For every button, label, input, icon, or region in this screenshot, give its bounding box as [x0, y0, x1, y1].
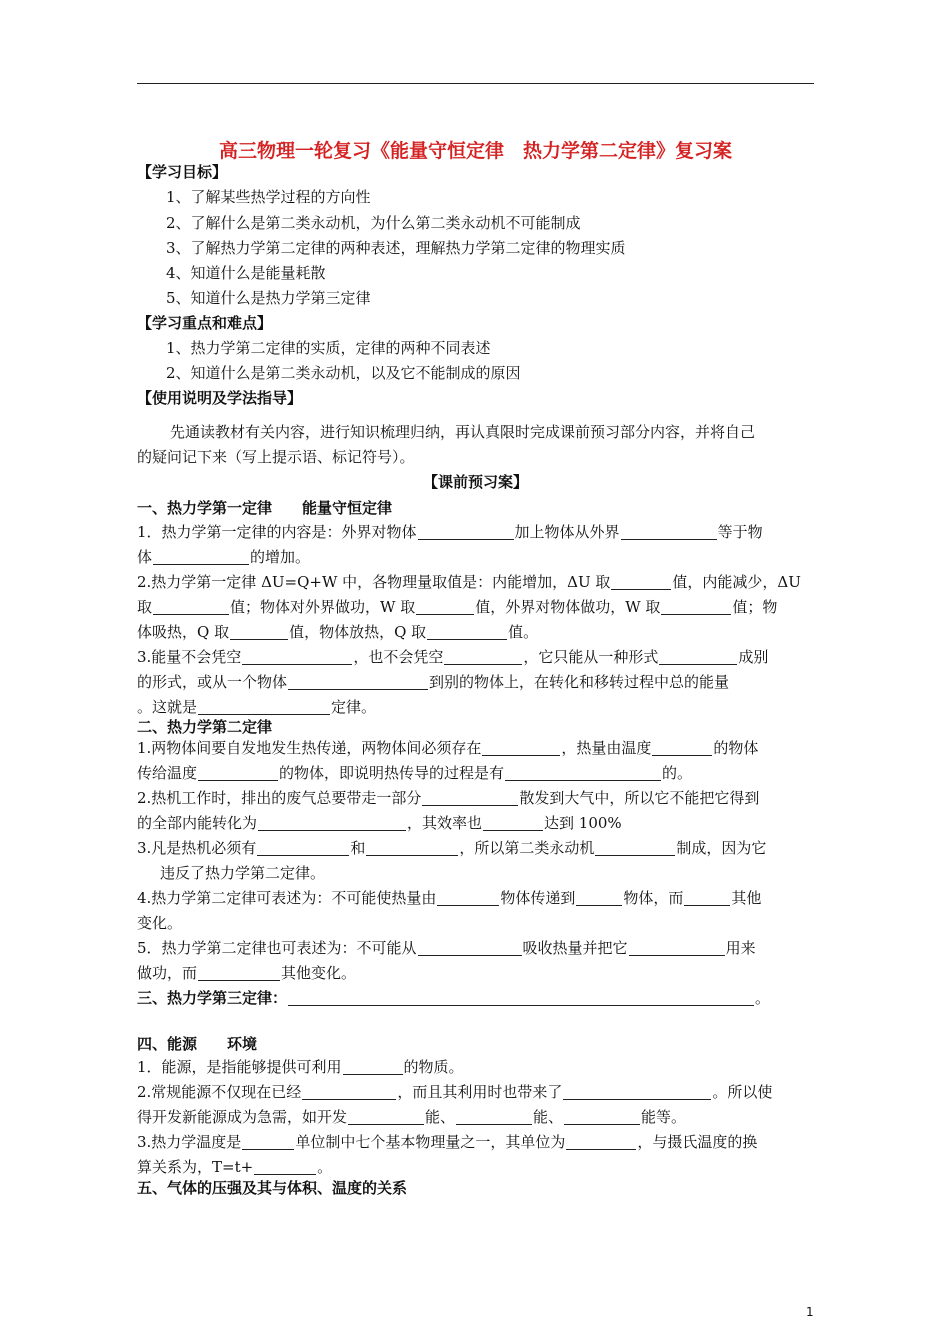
s2-q1-line-2	[137, 762, 692, 784]
answer-blank[interactable]	[444, 649, 522, 665]
text: 定律。	[331, 698, 377, 716]
text: ，而且其利用时也带来了	[397, 1083, 563, 1101]
section-1-heading: 一、热力学第一定律 能量守恒定律	[137, 499, 393, 517]
s2-q2-line-1	[137, 787, 759, 809]
text: 的物体	[713, 739, 759, 757]
text: 值；物体对外界做功，W 取	[230, 598, 416, 616]
section-2-heading: 二、热力学第二定律	[137, 718, 273, 736]
text: 得开发新能源成为急需，如开发	[137, 1108, 348, 1126]
text: 。这就是	[137, 698, 198, 716]
answer-blank[interactable]	[242, 1134, 294, 1150]
answer-blank[interactable]	[288, 990, 754, 1006]
s2-q4-line-1	[137, 887, 761, 909]
answer-blank[interactable]	[257, 840, 349, 856]
s4-q2-line-2	[137, 1106, 686, 1128]
answer-blank[interactable]	[242, 649, 352, 665]
answer-blank[interactable]	[595, 840, 675, 856]
answer-blank[interactable]	[564, 1109, 640, 1125]
s1-q2-line-2	[137, 596, 777, 618]
goals-heading: 【学习目标】	[137, 163, 228, 181]
answer-blank[interactable]	[483, 815, 543, 831]
answer-blank[interactable]	[563, 1084, 711, 1100]
text: 成别	[738, 648, 769, 666]
text: ，它只能从一种形式	[523, 648, 659, 666]
answer-blank[interactable]	[198, 699, 330, 715]
s1-q3-line-2	[137, 671, 729, 693]
answer-blank[interactable]	[611, 574, 671, 590]
header-rule	[137, 83, 814, 84]
s2-q4-line-2: 变化。	[137, 914, 183, 932]
text: 值，外界对物体做功，W 取	[475, 598, 661, 616]
text: 值。	[508, 623, 539, 641]
text: 。	[317, 1158, 333, 1176]
text: 传给温度	[137, 764, 198, 782]
text: 3.凡是热机必须有	[137, 839, 257, 857]
text: 做功，而	[137, 964, 198, 982]
s1-q3-line-3	[137, 696, 376, 718]
section-3-line	[137, 987, 770, 1009]
text: 制成，因为它	[676, 839, 767, 857]
key-points-heading: 【学习重点和难点】	[137, 314, 273, 332]
goal-item-3: 3、了解热力学第二定律的两种表述，理解热力学第二定律的物理实质	[166, 239, 626, 257]
text: ，与摄氏温度的换	[637, 1133, 758, 1151]
preview-heading: 【课前预习案】	[422, 473, 528, 491]
key-point-1: 1、热力学第二定律的实质，定律的两种不同表述	[166, 339, 491, 357]
text: 3.能量不会凭空	[137, 648, 242, 666]
text: 达到 100%	[544, 814, 622, 832]
answer-blank[interactable]	[437, 890, 499, 906]
text: 的形式，或从一个物体	[137, 673, 288, 691]
text: 的全部内能转化为	[137, 814, 258, 832]
page-title: 高三物理一轮复习《能量守恒定律 热力学第二定律》复习案	[218, 140, 732, 162]
s4-q3-line-1	[137, 1131, 757, 1153]
answer-blank[interactable]	[366, 840, 458, 856]
text: 的物体，即说明热传导的过程是有	[279, 764, 505, 782]
key-point-2: 2、知道什么是第二类永动机，以及它不能制成的原因	[166, 364, 521, 382]
answer-blank[interactable]	[198, 765, 278, 781]
text: 3.热力学温度是	[137, 1133, 242, 1151]
text: ，所以第二类永动机	[459, 839, 595, 857]
instructions-line-2: 的疑问记下来（写上提示语、标记符号）。	[137, 448, 415, 466]
answer-blank[interactable]	[684, 890, 730, 906]
answer-blank[interactable]	[482, 740, 560, 756]
text: 的物质。	[403, 1058, 464, 1076]
answer-blank[interactable]	[566, 1134, 636, 1150]
answer-blank[interactable]	[348, 1109, 424, 1125]
text: 和	[350, 839, 366, 857]
answer-blank[interactable]	[661, 599, 731, 615]
answer-blank[interactable]	[427, 624, 507, 640]
page-number: 1	[806, 1305, 814, 1319]
text: 2.热机工作时，排出的废气总要带走一部分	[137, 789, 422, 807]
s1-q2-line-3	[137, 621, 538, 643]
answer-blank[interactable]	[422, 790, 518, 806]
text: 算关系为，T=t+	[137, 1158, 254, 1176]
answer-blank[interactable]	[198, 965, 280, 981]
answer-blank[interactable]	[153, 549, 249, 565]
text: 体	[137, 548, 153, 566]
text: 其他	[731, 889, 762, 907]
text: 其他变化。	[281, 964, 357, 982]
text: 。	[755, 989, 771, 1007]
text: 等于物	[717, 523, 763, 541]
s2-q3-line-1	[137, 837, 766, 859]
text: 5．热力学第二定律也可表述为：不可能从	[137, 939, 417, 957]
text: 能等。	[641, 1108, 687, 1126]
text: 物体，而	[623, 889, 684, 907]
text: 。所以使	[712, 1083, 773, 1101]
text: ，其效率也	[407, 814, 483, 832]
text: 2.热力学第一定律 ΔU=Q+W 中，各物理量取值是：内能增加，ΔU 取	[137, 573, 611, 591]
s4-q3-line-2	[137, 1156, 332, 1178]
s1-q1-line-1	[137, 521, 763, 543]
text: 能、	[425, 1108, 456, 1126]
text: 单位制中七个基本物理量之一，其单位为	[295, 1133, 566, 1151]
answer-blank[interactable]	[230, 624, 288, 640]
s2-q5-line-1	[137, 937, 756, 959]
section-5-heading: 五、气体的压强及其与体积、温度的关系	[137, 1179, 408, 1197]
answer-blank[interactable]	[343, 1059, 403, 1075]
text: 到别的物体上，在转化和移转过程中总的能量	[429, 673, 730, 691]
text: 物体传递到	[500, 889, 576, 907]
s1-q1-line-2	[137, 546, 310, 568]
section-4-heading: 四、能源 环境	[137, 1035, 258, 1053]
goal-item-4: 4、知道什么是能量耗散	[166, 264, 326, 282]
s1-q3-line-1	[137, 646, 768, 668]
s2-q5-line-2	[137, 962, 356, 984]
answer-blank[interactable]	[418, 940, 522, 956]
answer-blank[interactable]	[456, 1109, 532, 1125]
text: 的增加。	[250, 548, 311, 566]
text: 能、	[533, 1108, 564, 1126]
text: 的。	[662, 764, 693, 782]
text: 2.常规能源不仅现在已经	[137, 1083, 302, 1101]
text: 散发到大气中，所以它不能把它得到	[519, 789, 760, 807]
text: 体吸热，Q 取	[137, 623, 230, 641]
instructions-line-1: 先通读教材有关内容，进行知识梳理归纳，再认真限时完成课前预习部分内容，并将自己	[170, 423, 756, 441]
answer-blank[interactable]	[153, 599, 229, 615]
text: 吸收热量并把它	[522, 939, 628, 957]
text: 值；物	[732, 598, 778, 616]
text: 值，内能减少，ΔU	[672, 573, 801, 591]
instructions-heading: 【使用说明及学法指导】	[137, 389, 303, 407]
text: 值，物体放热，Q 取	[289, 623, 427, 641]
text: 1.两物体间要自发地发生热传递，两物体间必须存在	[137, 739, 482, 757]
s4-q1-line	[137, 1056, 464, 1078]
answer-blank[interactable]	[629, 940, 725, 956]
s1-q2-line-1	[137, 571, 801, 593]
answer-blank[interactable]	[505, 765, 661, 781]
text: ，也不会凭空	[353, 648, 444, 666]
text: 1．热力学第一定律的内容是：外界对物体	[137, 523, 417, 541]
s2-q1-line-1	[137, 737, 758, 759]
answer-blank[interactable]	[288, 674, 428, 690]
text: 取	[137, 598, 153, 616]
text: 1．能源，是指能够提供可利用	[137, 1058, 342, 1076]
answer-blank[interactable]	[652, 740, 712, 756]
text: 用来	[725, 939, 756, 957]
answer-blank[interactable]	[621, 524, 717, 540]
answer-blank[interactable]	[418, 524, 514, 540]
s4-q2-line-1	[137, 1081, 772, 1103]
answer-blank[interactable]	[576, 890, 622, 906]
text: ，热量由温度	[561, 739, 652, 757]
goal-item-2: 2、了解什么是第二类永动机，为什么第二类永动机不可能制成	[166, 214, 581, 232]
answer-blank[interactable]	[302, 1084, 396, 1100]
goal-item-1: 1、了解某些热学过程的方向性	[166, 188, 371, 206]
s2-q3-line-2: 违反了热力学第二定律。	[160, 864, 326, 882]
text: 4.热力学第二定律可表述为：不可能使热量由	[137, 889, 437, 907]
text: 加上物体从外界	[514, 523, 620, 541]
section-3-heading: 三、热力学第三定律：	[137, 989, 288, 1007]
goal-item-5: 5、知道什么是热力学第三定律	[166, 289, 371, 307]
answer-blank[interactable]	[254, 1159, 316, 1175]
s2-q2-line-2	[137, 812, 622, 834]
answer-blank[interactable]	[416, 599, 474, 615]
answer-blank[interactable]	[258, 815, 406, 831]
answer-blank[interactable]	[659, 649, 737, 665]
